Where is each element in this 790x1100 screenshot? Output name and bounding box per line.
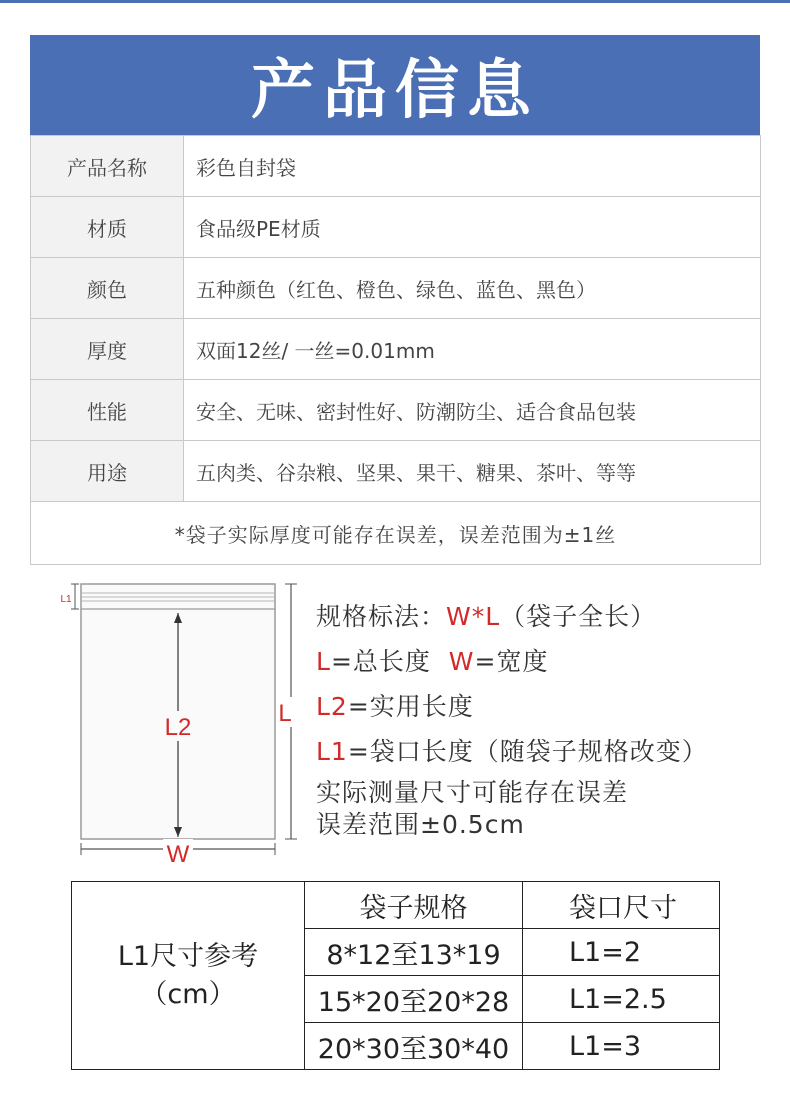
header-mouth: 袋口尺寸 (523, 882, 720, 929)
row-value: 双面12丝/ 一丝=0.01mm (184, 319, 761, 380)
row-label: 厚度 (31, 319, 184, 380)
header-spec: 袋子规格 (305, 882, 523, 929)
spec-text: =宽度 (474, 647, 549, 676)
spec-text: =实用长度 (347, 692, 474, 721)
spec-highlight: L1 (316, 737, 348, 766)
l1-title-line: L1尺寸参考 (117, 940, 259, 972)
l2-label: L2 (164, 714, 192, 741)
l1-table-title (72, 882, 305, 1070)
row-label: 材质 (31, 197, 184, 258)
spec-text: （袋子全长） (500, 602, 657, 631)
cell-mouth: L1=2 (523, 929, 720, 976)
spec-line (316, 598, 708, 643)
bag-dimension-diagram (55, 575, 305, 865)
spec-line: 误差范围±0.5cm (316, 810, 525, 839)
l1-unit-line: （cm） (140, 978, 236, 1010)
table-row (31, 258, 761, 319)
table-row (31, 319, 761, 380)
row-value: 食品级PE材质 (184, 197, 761, 258)
spec-line (316, 643, 708, 688)
cell-spec: 20*30至30*40 (305, 1023, 523, 1070)
spec-highlight: W*L (446, 602, 501, 631)
top-rule (0, 0, 790, 3)
spec-line (316, 688, 708, 733)
spec-highlight: W (448, 647, 475, 676)
row-value: 安全、无味、密封性好、防潮防尘、适合食品包装 (184, 380, 761, 441)
row-label: 产品名称 (31, 136, 184, 197)
table-row (72, 882, 720, 929)
table-row (31, 380, 761, 441)
l1-label: L1 (60, 594, 72, 605)
table-row (31, 136, 761, 197)
note-row (31, 502, 761, 565)
row-label: 用途 (31, 441, 184, 502)
row-value: 五肉类、谷杂粮、坚果、果干、糖果、茶叶、等等 (184, 441, 761, 502)
cell-spec: 8*12至13*19 (305, 929, 523, 976)
spec-highlight: L (316, 647, 331, 676)
spec-highlight: L2 (316, 692, 348, 721)
cell-mouth: L1=3 (523, 1023, 720, 1070)
cell-spec: 15*20至20*28 (305, 976, 523, 1023)
spec-legend (316, 598, 708, 842)
spec-line: 实际测量尺寸可能存在误差 (316, 778, 629, 807)
l-label: L (278, 700, 292, 727)
row-value: 五种颜色（红色、橙色、绿色、蓝色、黑色） (184, 258, 761, 319)
row-label: 颜色 (31, 258, 184, 319)
spec-line (316, 733, 708, 778)
table-row (31, 441, 761, 502)
product-info-table (30, 135, 761, 565)
cell-mouth: L1=2.5 (523, 976, 720, 1023)
thickness-note: *袋子实际厚度可能存在误差，误差范围为±1丝 (31, 502, 761, 565)
spec-text: =袋口长度（随袋子规格改变） (347, 737, 708, 766)
l1-reference-table (71, 881, 720, 1070)
row-value: 彩色自封袋 (184, 136, 761, 197)
page-title: 产品信息 (30, 35, 760, 135)
row-label: 性能 (31, 380, 184, 441)
w-label: W (166, 841, 190, 865)
table-row (31, 197, 761, 258)
spec-text: =总长度 (330, 647, 431, 676)
spec-text: 规格标法： (316, 602, 447, 631)
